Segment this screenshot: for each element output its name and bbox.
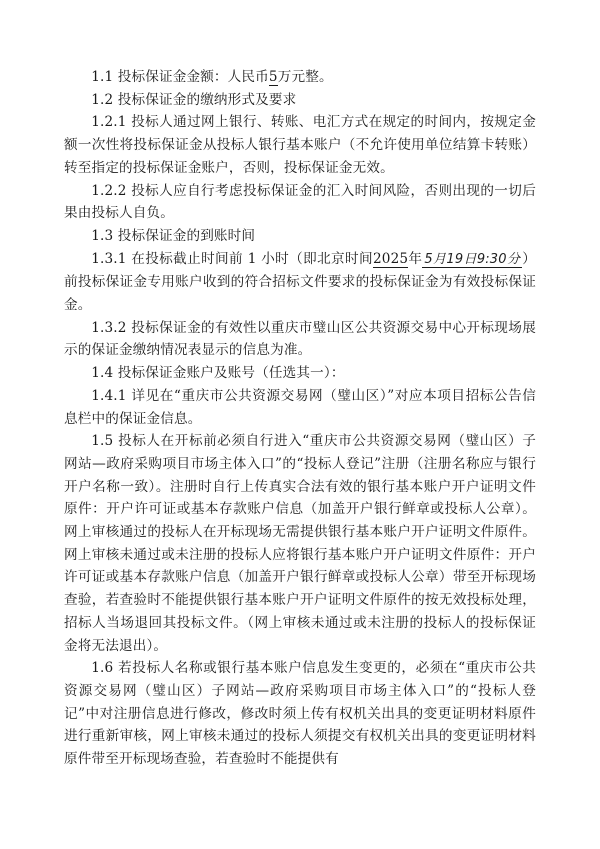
deposit-amount: 5 (268, 69, 278, 85)
para-1-2: 1.2 投标保证金的缴纳形式及要求 (91, 91, 297, 108)
deadline-year: 2025 (372, 250, 409, 267)
para-1-2-1: 1.2.1 投标人通过网上银行、转账、电汇方式在规定的时间内，按规定金额一次性将投标保证金从投标人银行基本账户（不允许使用单位结算卡转账）转至指定的投标保证金账户，否则，投标保证金无效。 (64, 114, 536, 176)
para-1-6: 1.6 若投标人名称或银行基本账户信息发生变更的，必须在“重庆市公共资源交易网（璧山区）子网站—政府采购项目市场主体入口”的“投标人登记”中对注册信息进行修改，修改时须上传有权机关出具的变更证明材料原件进行重新审核，网上审核未通过的投标人须提交有权机关出具的变更证明材料原件带至开标现场查验，若查验时不能提供有 (64, 660, 536, 768)
para-1-2-2: 1.2.2 投标人应自行考虑投标保证金的汇入时间风险，否则出现的一切后果由投标人自负。 (64, 182, 536, 222)
text-year-char: 年 (408, 250, 423, 267)
para-1-4-1: 1.4.1 详见在“重庆市公共资源交易网（璧山区）”对应本项目招标公告信息栏中的保证金信息。 (64, 387, 536, 427)
text-1-3-1a: 1.3.1 在投标截止时间前 1 小时（即北京时间 (91, 250, 373, 267)
para-1-4: 1.4 投标保证金账户及账号（任选其一）： (91, 365, 345, 382)
para-1-5: 1.5 投标人在开标前必须自行进入“重庆市公共资源交易网（璧山区）子网站—政府采购项目市场主体入口”的“投标人登记”注册（注册名称应与银行开户名称一致）。注册时自行上传真实合法有效的银行基本账户开户证明文件原件：开户许可证或基本存款账户信息（加盖开户银行鲜章或投标人公章）。网上审核通过的投标人在开标现场无需提供银行基本账户开户证明文件原件。网上审核未通过或未注册的投标人应将银行基本账户开户证明文件原件：开户许可证或基本存款账户信息（加盖开户银行鲜章或投标人公章）带至开标现场查验，若查验时不能提供银行基本账户开户证明文件原件的按无效投标处理，招标人当场退回其投标文件。（网上审核未通过或未注册的投标人的投标保证金将无法退出）。 (64, 433, 536, 654)
text-1-1b: 万元整。 (277, 69, 333, 85)
para-1-3: 1.3 投标保证金的到账时间 (91, 227, 256, 244)
para-1-3-1 (64, 248, 536, 317)
handwritten-deadline: 5月19日9:30分 (424, 251, 521, 267)
para-1-1 (64, 66, 536, 89)
text-1-3-1b: ）前投标保证金专用账户收到的符合招标文件要求的投标保证金为有效投标保证金。 (64, 250, 536, 314)
para-1-3-2: 1.3.2 投标保证金的有效性以重庆市璧山区公共资源交易中心开标现场展示的保证金缴纳情况表显示的信息为准。 (64, 319, 536, 359)
text-1-1a: 1.1 投标保证金金额：人民币 (91, 69, 269, 85)
